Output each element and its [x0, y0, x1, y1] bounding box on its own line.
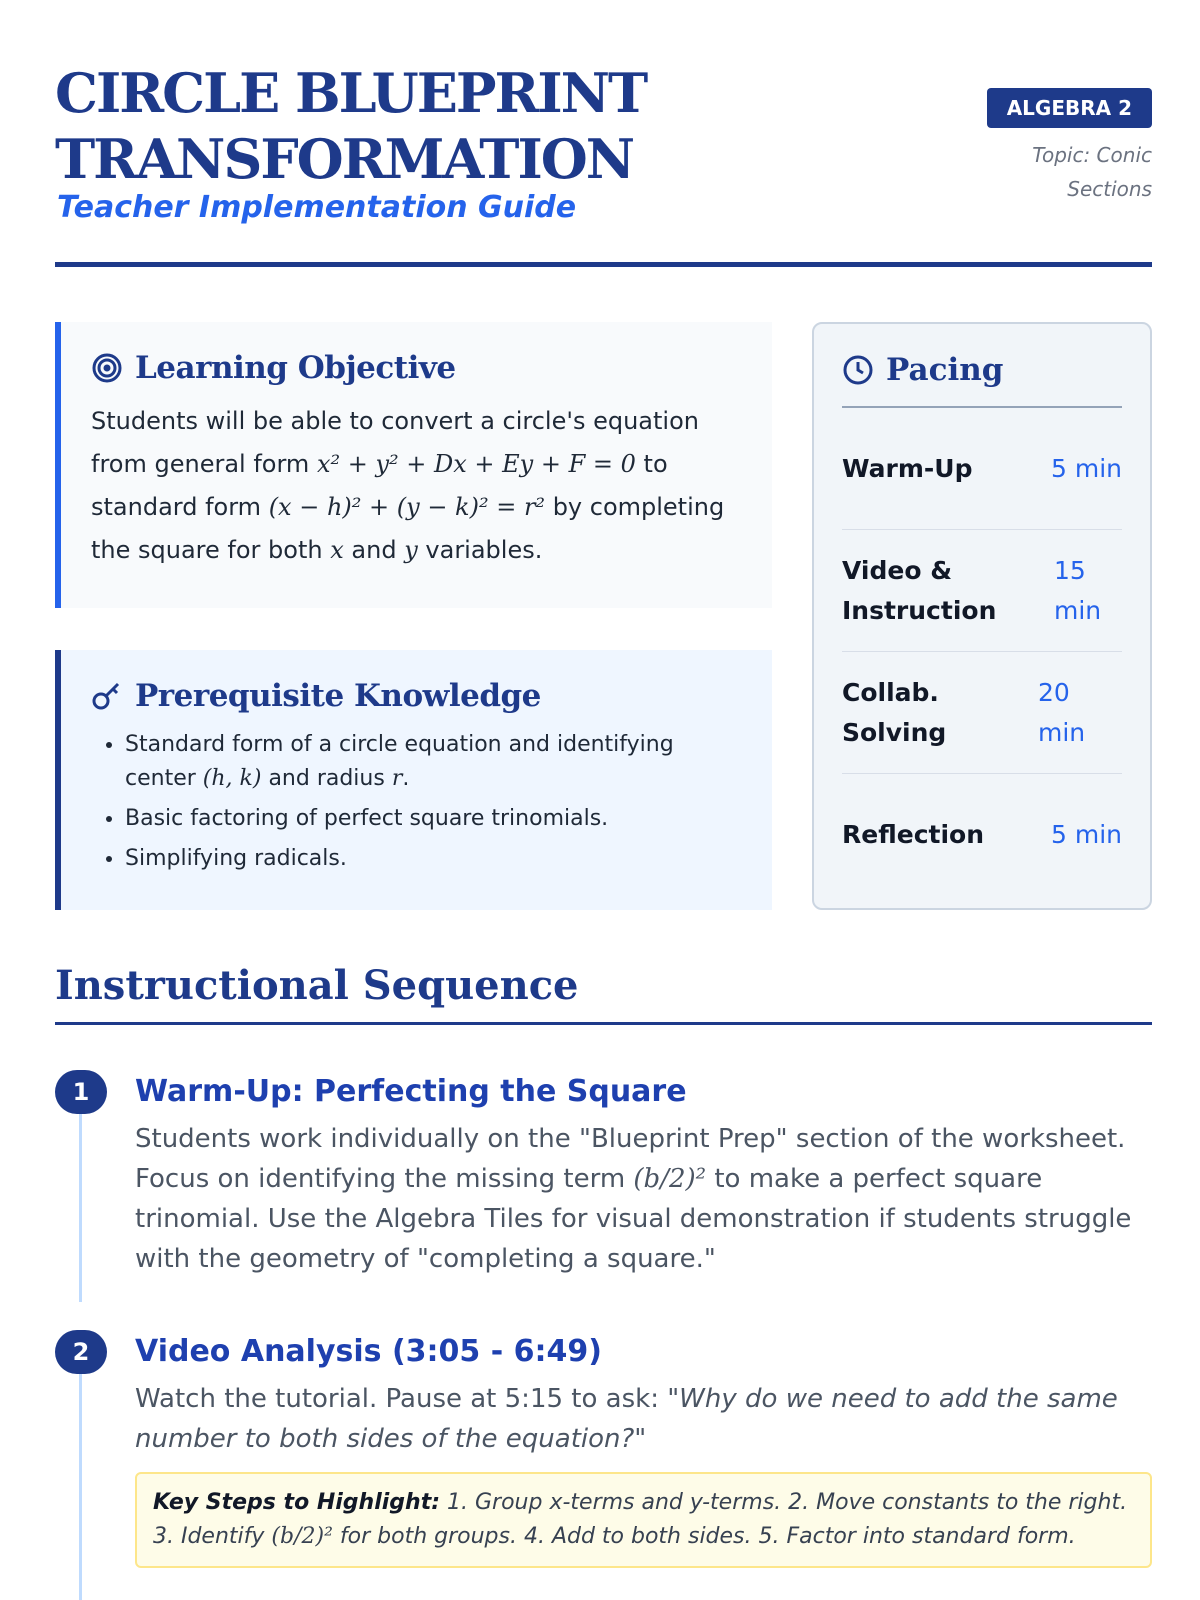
timeline-connector — [79, 1352, 82, 1600]
prerequisite-list — [91, 728, 742, 876]
step-title: Video Analysis (3:05 - 6:49) — [135, 1334, 602, 1369]
objective-text-3: by completing the square for both — [91, 493, 725, 564]
pacing-label-line-1: Video & — [842, 555, 953, 585]
pacing-row-warmup — [842, 408, 1122, 530]
pacing-value — [1054, 551, 1122, 631]
prereq-item-1-text-b: and radius — [268, 766, 385, 791]
prereq-item-1-period: . — [402, 766, 410, 791]
variable-x: x — [330, 536, 344, 564]
callout-text-2: for both groups. 4. Add to both sides. 5. Factor into standard form. — [339, 1524, 1076, 1549]
pacing-label — [842, 673, 946, 753]
pacing-value-line-1: 5 min — [1051, 820, 1122, 849]
prerequisite-header — [91, 678, 742, 714]
pacing-row-reflection — [842, 774, 1122, 896]
pacing-value-line-1: 20 — [1038, 677, 1070, 707]
pacing-label-line-1: Reflection — [842, 820, 985, 849]
pacing-card — [812, 322, 1152, 910]
step-2 — [135, 1331, 1152, 1459]
pacing-value-line-1: 15 — [1054, 555, 1086, 585]
page-title — [55, 60, 646, 192]
header — [55, 60, 1152, 270]
pacing-header — [842, 352, 1122, 408]
step-number-badge: 2 — [55, 1330, 107, 1374]
pacing-label-line-1: Warm-Up — [842, 453, 973, 483]
step-1-text-2: to make a perfect square trinomial. Use the Algebra Tiles for visual demonstration if students struggle with the geometry of "completing a square." — [135, 1164, 1132, 1274]
sequence-heading: Instructional Sequence — [55, 962, 579, 1009]
timeline-connector — [79, 1092, 82, 1302]
pacing-value — [1038, 673, 1122, 753]
pacing-value-line-2: min — [1054, 595, 1102, 625]
half-b-squared: (b/2)² — [633, 1164, 707, 1194]
prereq-item-1-text: Standard form of a circle equation and identifying center — [125, 732, 674, 791]
objective-text-1: Students will be able to convert a circle's equation from general form — [91, 407, 699, 478]
callout-math: (b/2)² — [271, 1524, 333, 1549]
list-item — [125, 728, 742, 796]
objective-heading: Learning Objective — [135, 350, 456, 386]
step-description — [135, 1119, 1152, 1279]
title-line-1: CIRCLE BLUEPRINT — [55, 61, 647, 125]
title-line-2: TRANSFORMATION — [55, 127, 634, 191]
key-icon — [91, 680, 123, 712]
general-form-equation: x² + y² + Dx + Ey + F = 0 — [316, 450, 636, 478]
center-notation: (h, k) — [202, 766, 262, 791]
pacing-label-line-1: Collab. — [842, 677, 939, 707]
page-subtitle: Teacher Implementation Guide — [57, 190, 577, 225]
step-description — [135, 1379, 1152, 1459]
pacing-label-line-2: Instruction — [842, 595, 997, 625]
objective-text-2: to standard form — [91, 450, 668, 521]
key-steps-callout — [135, 1472, 1152, 1568]
sequence-divider — [55, 1022, 1152, 1025]
prerequisite-heading: Prerequisite Knowledge — [135, 678, 541, 714]
topic-line-2: Sections — [1067, 177, 1152, 201]
pacing-label — [842, 815, 984, 855]
objective-text-5: variables. — [425, 536, 543, 564]
target-icon — [91, 352, 123, 384]
pacing-value-line-1: 5 min — [1051, 453, 1122, 483]
list-item: • Basic factoring of perfect square trinomials. — [125, 802, 742, 836]
pacing-value — [1051, 815, 1122, 855]
header-divider — [55, 262, 1152, 267]
pacing-label-line-2: Solving — [842, 717, 947, 747]
callout-text-1: 1. Group x-terms and y-terms. 2. Move constants to the right. 3. Identify — [153, 1490, 1128, 1549]
objective-text-4: and — [351, 536, 397, 564]
prerequisite-card — [55, 650, 772, 910]
standard-form-equation: (x − h)² + (y − k)² = r² — [268, 493, 546, 521]
objective-text — [91, 400, 742, 572]
list-item: • Simplifying radicals. — [125, 842, 742, 876]
pacing-label — [842, 551, 996, 631]
step-number-badge: 1 — [55, 1070, 107, 1114]
course-badge: ALGEBRA 2 — [987, 88, 1152, 128]
topic-line-1: Topic: Conic — [1032, 143, 1152, 167]
pacing-label — [842, 449, 973, 489]
pacing-row-video — [842, 530, 1122, 652]
objective-header — [91, 350, 742, 386]
step-1 — [135, 1071, 1152, 1279]
pacing-heading: Pacing — [886, 352, 1004, 388]
learning-objective-card — [55, 322, 772, 608]
radius-notation: r — [391, 766, 403, 791]
clock-icon — [842, 354, 874, 386]
step-1-text-1: Students work individually on the "Blueprint Prep" section of the worksheet. Focus on identifying the missing term — [135, 1124, 1126, 1194]
step-2-text-1: Watch the tutorial. Pause at 5:15 to ask: — [135, 1384, 659, 1414]
pacing-value-line-2: min — [1038, 717, 1086, 747]
topic-label — [992, 138, 1152, 206]
callout-label: Key Steps to Highlight: — [153, 1490, 441, 1515]
step-title: Warm-Up: Perfecting the Square — [135, 1074, 687, 1109]
pacing-value — [1051, 449, 1122, 489]
variable-y: y — [404, 536, 418, 564]
pacing-row-collab — [842, 652, 1122, 774]
discussion-question: "Why do we need to add the same number to both sides of the equation?" — [135, 1384, 1118, 1454]
